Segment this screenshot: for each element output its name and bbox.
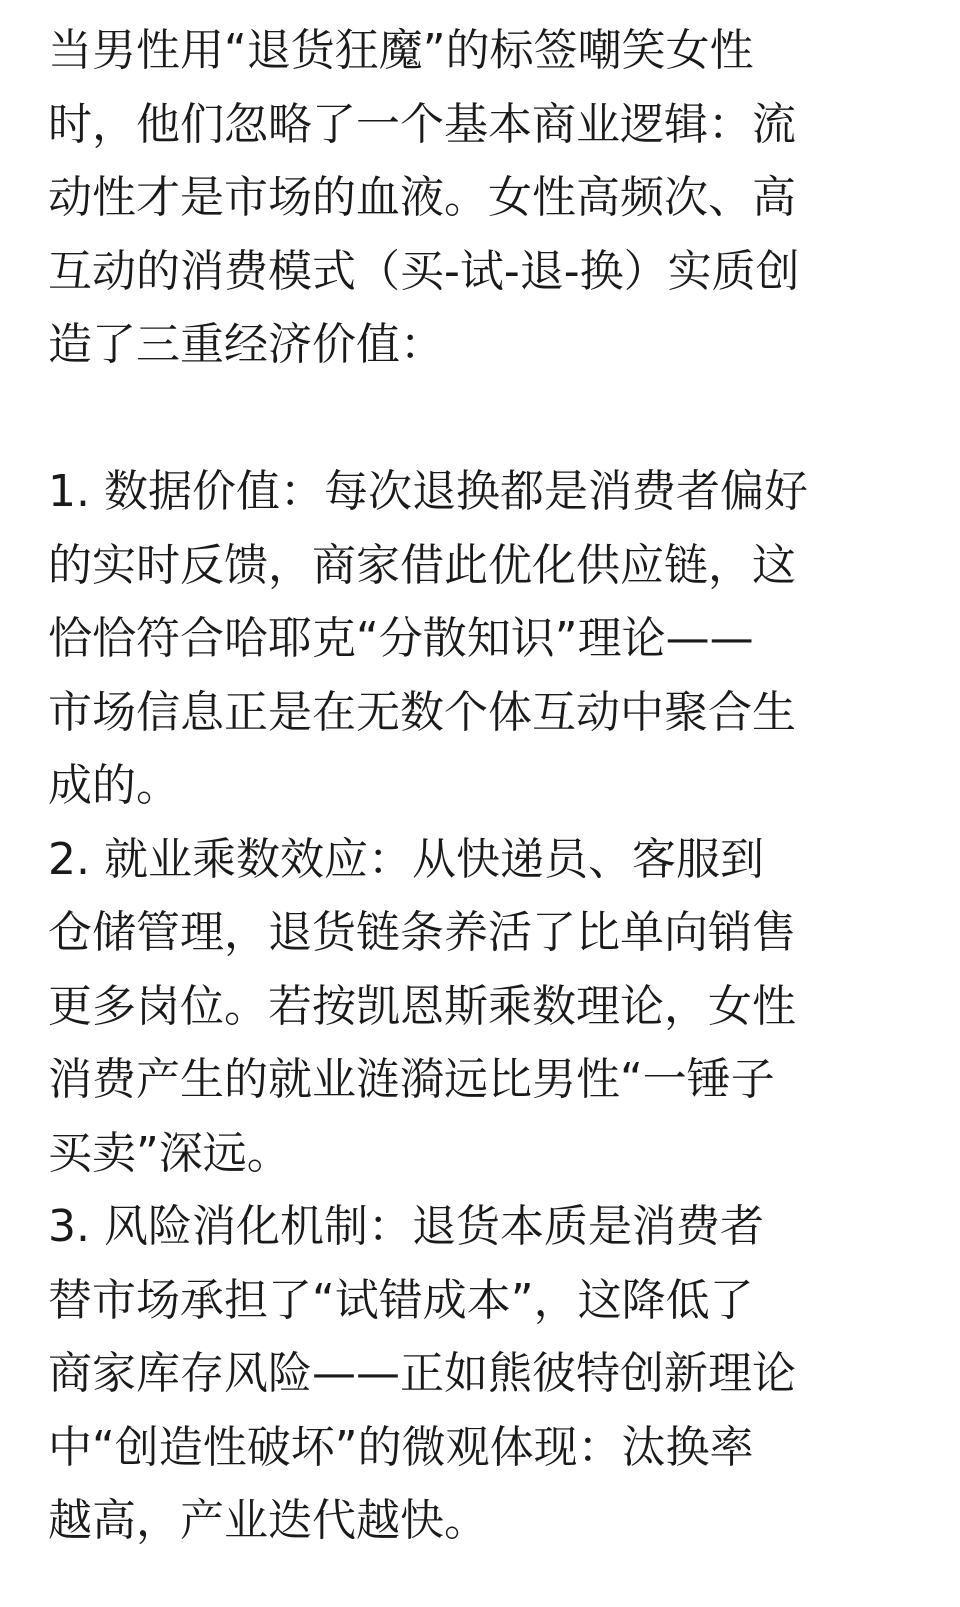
- text-line: 造了三重经济价值：: [48, 319, 444, 370]
- text-line: 商家库存风险——正如熊彼特创新理论: [48, 1348, 796, 1399]
- text-line: 越高，产业迭代越快。: [48, 1495, 488, 1546]
- text-line: 当男性用“退货狂魔”的标签嘲笑女性: [48, 25, 754, 76]
- text-line: 中“创造性破坏”的微观体现：汰换率: [48, 1421, 754, 1473]
- text-line: 消费产生的就业涟漪远比男性“一锤子: [48, 1054, 775, 1105]
- text-line: 市场信息正是在无数个体互动中聚合生: [48, 686, 796, 738]
- article-body: [48, 14, 893, 1558]
- point-employment-multiplier: [48, 823, 893, 1191]
- text-line: 成的。: [48, 760, 180, 811]
- text-line: 买卖”深远。: [48, 1127, 291, 1179]
- text-line: 3. 风险消化机制：退货本质是消费者: [48, 1201, 764, 1252]
- text-line: 动性才是市场的血液。女性高频次、高: [48, 172, 796, 223]
- paragraph-spacer: [48, 382, 893, 456]
- text-line: 1. 数据价值：每次退换都是消费者偏好: [48, 466, 808, 517]
- text-line: 时，他们忽略了一个基本商业逻辑：流: [48, 98, 796, 150]
- text-line: 替市场承担了“试错成本”，这降低了: [48, 1274, 754, 1326]
- text-line: 的实时反馈，商家借此优化供应链，这: [48, 539, 796, 591]
- text-line: 更多岗位。若按凯恩斯乘数理论，女性: [48, 980, 796, 1032]
- text-line: 互动的消费模式（买-试-退-换）实质创: [48, 245, 800, 297]
- point-risk-absorption: [48, 1190, 893, 1558]
- text-line: 2. 就业乘数效应：从快递员、客服到: [48, 833, 764, 885]
- intro-paragraph: [48, 14, 893, 382]
- text-line: 仓储管理，退货链条养活了比单向销售: [48, 907, 796, 958]
- point-data-value: [48, 455, 893, 823]
- text-line: 恰恰符合哈耶克“分散知识”理论——: [48, 613, 754, 664]
